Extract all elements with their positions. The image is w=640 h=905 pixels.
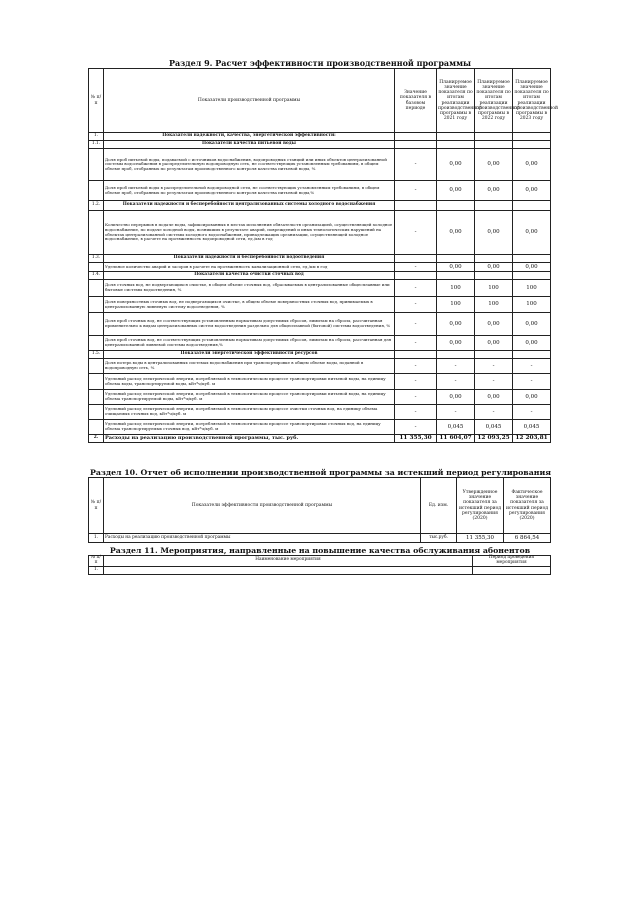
- table-row: [89, 255, 551, 263]
- row-base: -: [395, 405, 437, 420]
- table-row: [89, 336, 551, 351]
- col-name: Наименование мероприятия: [104, 556, 473, 567]
- row-base: -: [395, 313, 437, 336]
- row-2021: [437, 351, 475, 359]
- row-text: Доля поверхностных сточных вод, не подвергающихся очистке, в общем объеме поверхностных сточных вод, принимаемых в централизованную ливневую систему водоотведения, %: [104, 297, 395, 313]
- row-2023: [513, 133, 551, 141]
- section11-table: [88, 555, 551, 575]
- table-row: [89, 211, 551, 255]
- row-2022: [475, 133, 513, 141]
- row-text: Доля потерь воды в централизованных системах водоснабжения при транспортировке в общем объеме воды, поданной в водопроводную сеть, %: [104, 359, 395, 374]
- subgroup-heading: Показатели качества очистки сточных вод: [104, 272, 395, 280]
- row-2023: 0,00: [513, 390, 551, 405]
- subgroup-heading: Показатели надежности и бесперебойности водоотведения: [104, 255, 395, 263]
- row-2021: [437, 133, 475, 141]
- subgroup-heading: Показатели качества питьевой воды: [104, 141, 395, 149]
- col-approved: Утвержденное значение показателя за истекший период регулирования (2020): [457, 478, 504, 534]
- row-2021: [437, 255, 475, 263]
- row-num: 2.: [89, 435, 104, 443]
- col-indicator: Показатели производственной программы: [104, 69, 395, 133]
- row-2023: -: [513, 359, 551, 374]
- row-2022: -: [475, 374, 513, 390]
- row-2023: [513, 272, 551, 280]
- table-row: [89, 133, 551, 141]
- row-2022: [475, 201, 513, 211]
- row-2023: 12 203,81: [513, 435, 551, 443]
- row-text: Удельный расход электрической энергии, потребляемой в технологическом процессе транспортировки питьевой воды, на единицу объема транспортируемой воды, кВт*ч/куб. м: [104, 390, 395, 405]
- col-2021: Планируемое значение показателя по итогам реализации производственной программы в 2021 году: [437, 69, 475, 133]
- row-2022: 0,00: [475, 181, 513, 201]
- row-text: Доля проб сточных вод, не соответствующих установленным нормативам допустимых сбросов, лимитам на сбросы, рассчитанная применительно к видам централизованных систем водоотведения раздельно для общесплавной (бытовой) системы водоотведения, %: [104, 313, 395, 336]
- row-base: -: [395, 149, 437, 181]
- col-actual: Фактическое значение показателя за истекший период регулирования (2020): [504, 478, 551, 534]
- row-2022: 0,00: [475, 211, 513, 255]
- table-row: [89, 141, 551, 149]
- row-2021: 0,00: [437, 390, 475, 405]
- row-2021: -: [437, 374, 475, 390]
- row-2022: [475, 351, 513, 359]
- row-num: [89, 263, 104, 272]
- row-base: 11 355,30: [395, 435, 437, 443]
- row-base: [395, 351, 437, 359]
- row-num: [89, 390, 104, 405]
- row-2021: 0,00: [437, 263, 475, 272]
- row-2021: 0,00: [437, 211, 475, 255]
- row-2022: -: [475, 359, 513, 374]
- row-2022: 0,00: [475, 313, 513, 336]
- row-num: [89, 420, 104, 435]
- row-unit: тыс.руб.: [421, 534, 457, 543]
- table-row: [89, 405, 551, 420]
- row-num: [89, 211, 104, 255]
- row-num: 1.3.: [89, 255, 104, 263]
- row-num: 1.2.: [89, 201, 104, 211]
- row-text: Количество перерывов в подаче воды, зафиксированных в местах исполнения обязательств организацией, осуществляющей холодное водоснабжение, по подаче холодной воды, возникших в результате аварий, повреждений и иных технологических нарушений на объектах централизованной системы холодного водоснабжения, принадлежащих организации, осуществляющей холодное водоснабжение, в расчете на протяженность водопроводной сети, ед./км в год: [104, 211, 395, 255]
- row-text: Расходы на реализацию производственной программы: [104, 534, 421, 543]
- row-2023: 0,00: [513, 263, 551, 272]
- row-text: Доля проб сточных вод, не соответствующих установленным нормативам допустимых сбросов, лимитам на сбросы, рассчитанная для централизованной ливневой системы водоотведения,%: [104, 336, 395, 351]
- row-2022: 100: [475, 297, 513, 313]
- row-num: [89, 280, 104, 297]
- col-2022: Планируемое значение показателя по итогам реализации производственной программы в 2022 году: [475, 69, 513, 133]
- row-2022: 0,00: [475, 149, 513, 181]
- row-2023: -: [513, 405, 551, 420]
- section10-title: Раздел 10. Отчет об исполнении производственной программы за истекший период регулирования: [90, 468, 551, 477]
- section10-table: [88, 477, 551, 543]
- row-2021: 0,00: [437, 149, 475, 181]
- table-row: [89, 181, 551, 201]
- section9-title: Раздел 9. Расчет эффективности производственной программы: [168, 58, 472, 68]
- table-row: [89, 420, 551, 435]
- col-num: № п/п: [89, 556, 104, 567]
- row-2022: [475, 272, 513, 280]
- row-2021: 0,00: [437, 313, 475, 336]
- row-base: -: [395, 263, 437, 272]
- row-2022: 12 093,25: [475, 435, 513, 443]
- row-2023: 0,00: [513, 336, 551, 351]
- row-num: 1.: [89, 566, 104, 574]
- section11-header-row: [89, 556, 551, 567]
- row-2022: 0,045: [475, 420, 513, 435]
- col-num: № п/п: [89, 69, 104, 133]
- col-indicator: Показатели эффективности производственной программы: [104, 478, 421, 534]
- row-2023: 0,00: [513, 211, 551, 255]
- table-row: [89, 534, 551, 543]
- row-2021: 100: [437, 297, 475, 313]
- row-num: [89, 149, 104, 181]
- table-row: [89, 390, 551, 405]
- col-base: Значение показателя в базовом периоде: [395, 69, 437, 133]
- row-num: [89, 181, 104, 201]
- table-row: [89, 201, 551, 211]
- table-row: [89, 374, 551, 390]
- table-row: [89, 272, 551, 280]
- row-2021: 0,00: [437, 336, 475, 351]
- col-2023: Планируемое значение показателя по итогам реализации производственной программы в 2023 году: [513, 69, 551, 133]
- row-2021: [437, 141, 475, 149]
- row-base: [395, 272, 437, 280]
- row-2023: 0,00: [513, 181, 551, 201]
- subgroup-heading: Показатели надежности и бесперебойности централизованных системы холодного водоснабжения: [104, 201, 395, 211]
- row-num: 1.: [89, 534, 104, 543]
- table-row: [89, 359, 551, 374]
- row-2021: 11 604,07: [437, 435, 475, 443]
- row-base: -: [395, 374, 437, 390]
- row-base: [395, 133, 437, 141]
- row-base: -: [395, 390, 437, 405]
- row-2022: [475, 255, 513, 263]
- row-base: -: [395, 336, 437, 351]
- row-num: 1.4.: [89, 272, 104, 280]
- row-2023: 100: [513, 280, 551, 297]
- row-approved: 11 355,30: [457, 534, 504, 543]
- row-2021: [437, 201, 475, 211]
- row-num: [89, 374, 104, 390]
- row-base: -: [395, 420, 437, 435]
- row-num: [89, 297, 104, 313]
- row-2021: 100: [437, 280, 475, 297]
- group-heading: Показатели надежности, качества, энергетической эффективности:: [104, 133, 395, 141]
- row-base: -: [395, 211, 437, 255]
- row-num: [89, 405, 104, 420]
- row-base: [395, 201, 437, 211]
- col-period: Период проведения мероприятия: [473, 556, 551, 567]
- row-num: [89, 359, 104, 374]
- row-2023: 0,045: [513, 420, 551, 435]
- row-base: [395, 255, 437, 263]
- row-base: -: [395, 181, 437, 201]
- row-text: Доля проб питьевой воды, подаваемой с источников водоснабжения, водопроводных станций или иных объектов централизованной системы водоснабжения в распределительную водопроводную сеть, не соответствующих установленным требованиям, в общем объеме проб, отобранных по результатам производственного контроля качества питьевой воды, %: [104, 149, 395, 181]
- table-row: [89, 149, 551, 181]
- row-base: -: [395, 359, 437, 374]
- table-row: [89, 313, 551, 336]
- row-num: 1.: [89, 133, 104, 141]
- row-text: Удельный расход электрической энергии, потребляемой в технологическом процессе очистки сточных вод, на единицу объема очищаемых сточных вод, кВт*ч/куб. м: [104, 405, 395, 420]
- col-unit: Ед. изм.: [421, 478, 457, 534]
- row-text: Удельный расход электрической энергии, потребляемой в технологическом процессе транспортировки питьевой воды, на единицу объема воды, транспортируемой воды, кВт*ч/куб. м: [104, 374, 395, 390]
- row-actual: 6 864,54: [504, 534, 551, 543]
- row-period: [473, 566, 551, 574]
- row-2023: -: [513, 374, 551, 390]
- section10-header-row: [89, 478, 551, 534]
- row-num: 1.1.: [89, 141, 104, 149]
- row-2022: -: [475, 405, 513, 420]
- row-base: -: [395, 297, 437, 313]
- row-2022: 0,00: [475, 336, 513, 351]
- table-row: [89, 297, 551, 313]
- row-2023: [513, 351, 551, 359]
- table-row: [89, 280, 551, 297]
- table-row: [89, 263, 551, 272]
- row-base: -: [395, 280, 437, 297]
- section9-table: [88, 68, 558, 443]
- col-num: № п/п: [89, 478, 104, 534]
- row-2022: 0,00: [475, 390, 513, 405]
- row-num: [89, 313, 104, 336]
- row-num: [89, 336, 104, 351]
- row-2022: [475, 141, 513, 149]
- row-2021: 0,045: [437, 420, 475, 435]
- row-num: 1.5.: [89, 351, 104, 359]
- row-2023: 0,00: [513, 313, 551, 336]
- row-text: Доля сточных вод, не подвергающихся очистке, в общем объеме сточных вод, сбрасываемых в централизованные общесплавные или бытовые системы водоотведения, %: [104, 280, 395, 297]
- row-2023: [513, 201, 551, 211]
- subgroup-heading: Показатели энергетической эффективности ресурсов: [104, 351, 395, 359]
- section11-title: Раздел 11. Мероприятия, направленные на повышение качества обслуживания абонентов: [109, 546, 531, 555]
- row-2021: 0,00: [437, 181, 475, 201]
- row-text: Расходы на реализацию производственной программы, тыс. руб.: [104, 435, 395, 443]
- row-2023: [513, 141, 551, 149]
- row-2022: 100: [475, 280, 513, 297]
- row-2023: 100: [513, 297, 551, 313]
- row-2021: -: [437, 359, 475, 374]
- row-2021: -: [437, 405, 475, 420]
- table-row: [89, 566, 551, 574]
- row-2021: [437, 272, 475, 280]
- row-name: [104, 566, 473, 574]
- row-text: Доля проб питьевой воды в распределительной водопроводной сети, не соответствующих установленным требованиям, в общем объеме проб, отобранных по результатам производственного контроля качества питьевой воды,%: [104, 181, 395, 201]
- table-row: [89, 435, 551, 443]
- row-text: Удельный расход электрической энергии, потребляемой в технологическом процессе транспортировки сточных вод, на единицу объема транспортируемых сточных вод, кВт*ч/куб. м: [104, 420, 395, 435]
- table-row: [89, 351, 551, 359]
- row-2022: 0,00: [475, 263, 513, 272]
- row-2023: 0,00: [513, 149, 551, 181]
- row-base: [395, 141, 437, 149]
- section9-header-row: [89, 69, 551, 133]
- row-text: Удельное количество аварий и засоров в расчете на протяженность канализационной сети, ед./км в год: [104, 263, 395, 272]
- row-2023: [513, 255, 551, 263]
